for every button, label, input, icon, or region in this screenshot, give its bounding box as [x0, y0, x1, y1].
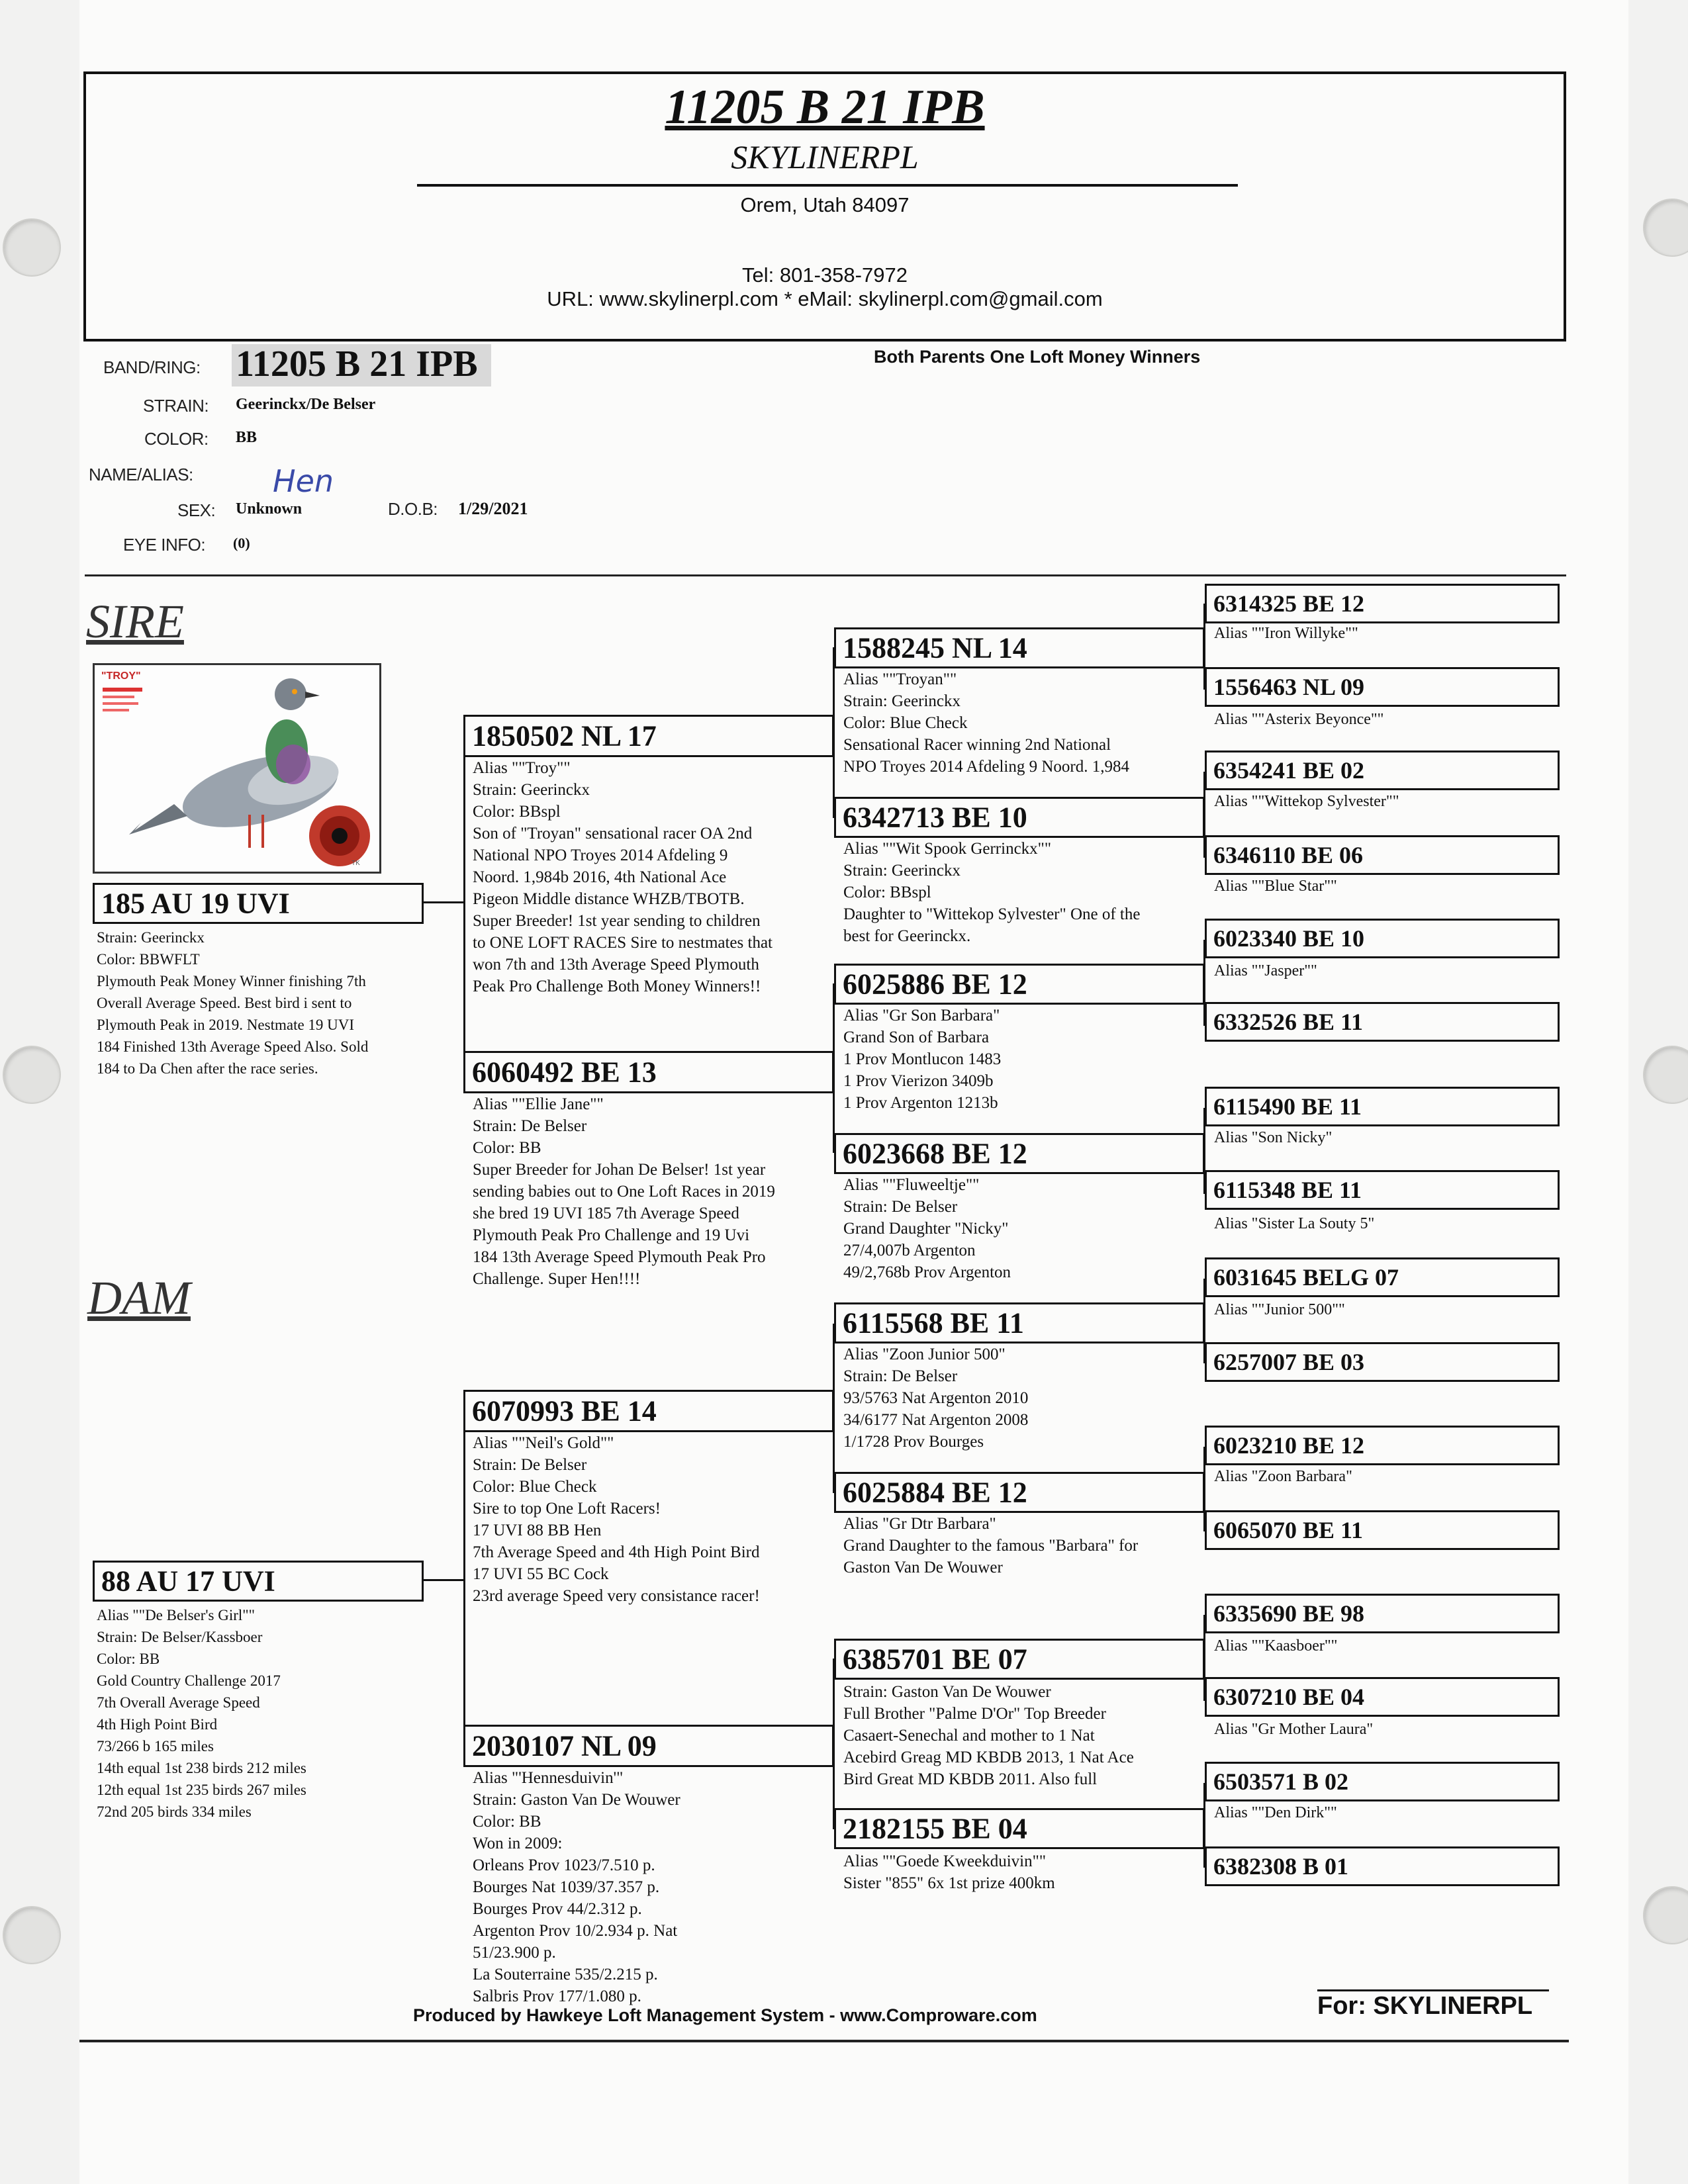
detail-line: Grand Son of Barbara	[843, 1028, 990, 1046]
detail-line: Strain: Geerinckx	[473, 781, 590, 799]
connector	[463, 1408, 465, 1759]
gen2-band: 1850502 NL 17	[472, 719, 657, 752]
gen4-box-13[interactable]	[1205, 1594, 1560, 1633]
sire-details	[97, 927, 368, 1079]
detail-line: La Souterraine 535/2.215 p.	[473, 1966, 658, 1983]
gen4-box-3[interactable]	[1205, 751, 1560, 790]
detail-line: 34/6177 Nat Argenton 2008	[843, 1411, 1029, 1429]
footer-for: For: SKYLINERPL	[1317, 1992, 1533, 2020]
detail-line: Gold Country Challenge 2017	[97, 1672, 281, 1689]
detail-line: Color: BBspl	[473, 803, 561, 821]
gen2-box-2[interactable]	[463, 1051, 834, 1093]
detail-line: Bird Great MD KBDB 2011. Also full	[843, 1770, 1098, 1788]
detail-line: 23rd average Speed very consistance racer!	[473, 1587, 760, 1605]
gen4-alias: Alias ""Wittekop Sylvester""	[1214, 793, 1399, 810]
gen4-box-12[interactable]	[1205, 1510, 1560, 1550]
gen4-band: 6354241 BE 02	[1213, 757, 1365, 784]
dob-value: 1/29/2021	[458, 499, 528, 518]
detail-line: won 7th and 13th Average Speed Plymouth	[473, 956, 759, 974]
info-separator	[85, 574, 1566, 576]
detail-line: Daughter to "Wittekop Sylvester" One of the	[843, 905, 1141, 923]
connector	[424, 901, 465, 903]
parents-note: Both Parents One Loft Money Winners	[874, 347, 1201, 367]
gen3-box-5[interactable]	[834, 1302, 1205, 1343]
gen4-alias: Alias ""Jasper""	[1214, 962, 1317, 979]
detail-line: Super Breeder! 1st year sending to children	[473, 912, 761, 930]
detail-line: Alias ""Troyan""	[843, 670, 957, 688]
detail-line: Full Brother "Palme D'Or" Top Breeder	[843, 1705, 1106, 1723]
gen2-box-1[interactable]	[463, 715, 834, 757]
detail-line: 1 Prov Montlucon 1483	[843, 1050, 1002, 1068]
gen3-details-5	[843, 1343, 1028, 1453]
detail-line: Sensational Racer winning 2nd National	[843, 736, 1111, 754]
detail-line: NPO Troyes 2014 Afdeling 9 Noord. 1,984	[843, 758, 1129, 776]
detail-line: Alias ""Ellie Jane""	[473, 1095, 604, 1113]
name-alias-label: NAME/ALIAS:	[89, 465, 193, 484]
photo-title: "TROY"	[101, 670, 141, 682]
detail-line: Color: BBspl	[843, 884, 931, 901]
gen4-box-4[interactable]	[1205, 835, 1560, 875]
gen4-band: 6307210 BE 04	[1213, 1684, 1365, 1710]
gen4-alias: Alias ""Junior 500""	[1214, 1301, 1345, 1318]
gen4-band: 6382308 B 01	[1213, 1853, 1349, 1880]
detail-line: Plymouth Peak Pro Challenge and 19 Uvi	[473, 1226, 750, 1244]
gen4-box-5[interactable]	[1205, 919, 1560, 958]
gen3-band: 6023668 BE 12	[843, 1137, 1027, 1170]
detail-line: Alias "Zoon Junior 500"	[843, 1345, 1006, 1363]
detail-line: Alias ""Goede Kweekduivin""	[843, 1852, 1047, 1870]
connector	[833, 983, 835, 1153]
gen2-box-3[interactable]	[463, 1390, 834, 1432]
connector	[463, 735, 465, 1081]
gen3-details-8	[843, 1850, 1055, 1894]
connector	[833, 1659, 835, 1829]
detail-line: Color: BBWFLT	[97, 951, 200, 968]
gen4-box-6[interactable]	[1205, 1002, 1560, 1042]
gen3-box-8[interactable]	[834, 1808, 1205, 1849]
detail-line: Alias ""Fluweeltje""	[843, 1176, 980, 1194]
band-value: 11205 B 21 IPB	[236, 343, 478, 385]
detail-line: 1 Prov Argenton 1213b	[843, 1094, 998, 1112]
gen4-box-9[interactable]	[1205, 1257, 1560, 1297]
gen4-band: 6031645 BELG 07	[1213, 1264, 1399, 1291]
gen4-alias: Alias "Gr Mother Laura"	[1214, 1721, 1374, 1738]
header-loft-name: SKYLINERPL	[731, 138, 919, 175]
detail-line: Overall Average Speed. Best bird i sent to	[97, 995, 352, 1011]
detail-line: Strain: Geerinckx	[843, 692, 961, 710]
gen3-band: 2182155 BE 04	[843, 1812, 1027, 1845]
detail-line: Color: BB	[473, 1813, 541, 1831]
connector	[833, 1324, 835, 1493]
detail-line: 12th equal 1st 235 birds 267 miles	[97, 1782, 306, 1798]
detail-line: 4th High Point Bird	[97, 1716, 218, 1733]
detail-line: 17 UVI 55 BC Cock	[473, 1565, 609, 1583]
dam-details	[97, 1604, 306, 1823]
detail-line: 17 UVI 88 BB Hen	[473, 1522, 602, 1539]
gen4-band: 6023340 BE 10	[1213, 925, 1365, 952]
gen2-band: 2030107 NL 09	[472, 1729, 657, 1762]
gen4-band: 6314325 BE 12	[1213, 590, 1365, 617]
sex-handwritten: Hen	[273, 463, 334, 499]
detail-line: Alias "Gr Dtr Barbara"	[843, 1515, 996, 1533]
gen4-alias: Alias ""Kaasboer""	[1214, 1637, 1338, 1655]
detail-line: Strain: De Belser/Kassboer	[97, 1629, 263, 1645]
dam-label: DAM	[87, 1271, 191, 1324]
detail-line: Super Breeder for Johan De Belser! 1st year	[473, 1161, 766, 1179]
gen4-alias: Alias ""Iron Willyke""	[1214, 625, 1358, 642]
gen4-box-14[interactable]	[1205, 1677, 1560, 1717]
gen2-box-4[interactable]	[463, 1725, 834, 1767]
gen4-band: 6503571 B 02	[1213, 1768, 1349, 1795]
gen3-box-3[interactable]	[834, 964, 1205, 1005]
header-tel: Tel: 801-358-7972	[742, 263, 908, 287]
gen4-band: 6115348 BE 11	[1213, 1177, 1362, 1203]
detail-line: Grand Daughter to the famous "Barbara" for	[843, 1537, 1139, 1555]
gen3-band: 6025884 BE 12	[843, 1476, 1027, 1509]
gen2-details-4	[473, 1767, 680, 2007]
detail-line: 49/2,768b Prov Argenton	[843, 1263, 1011, 1281]
strain-value: Geerinckx/De Belser	[236, 396, 376, 413]
gen3-details-6	[843, 1513, 1138, 1578]
strain-label: STRAIN:	[143, 396, 209, 416]
binder-hole	[1643, 1886, 1688, 1944]
connector	[424, 1579, 465, 1581]
gen3-band: 6025886 BE 12	[843, 968, 1027, 1001]
detail-line: Strain: De Belser	[843, 1367, 958, 1385]
gen4-band: 6115490 BE 11	[1213, 1093, 1362, 1120]
header-box	[83, 71, 1566, 341]
detail-line: Sister "855" 6x 1st prize 400km	[843, 1874, 1055, 1892]
gen3-box-4[interactable]	[834, 1133, 1205, 1174]
gen3-box-7[interactable]	[834, 1639, 1205, 1680]
gen4-band: 1556463 NL 09	[1213, 674, 1365, 700]
gen4-box-10[interactable]	[1205, 1342, 1560, 1382]
detail-line: 7th Average Speed and 4th High Point Bird	[473, 1543, 760, 1561]
detail-line: Bourges Nat 1039/37.357 p.	[473, 1878, 660, 1896]
gen3-band: 6385701 BE 07	[843, 1643, 1027, 1676]
detail-line: Casaert-Senechal and mother to 1 Nat	[843, 1727, 1095, 1745]
eye-label: EYE INFO:	[123, 535, 206, 555]
gen4-band: 6335690 BE 98	[1213, 1600, 1365, 1627]
gen4-band: 6257007 BE 03	[1213, 1349, 1365, 1375]
pigeon-illustration	[95, 665, 379, 872]
detail-line: 93/5763 Nat Argenton 2010	[843, 1389, 1029, 1407]
sex-value: Unknown	[236, 500, 303, 518]
gen4-alias: Alias ""Asterix Beyonce""	[1214, 711, 1384, 728]
gen3-details-4	[843, 1174, 1011, 1283]
detail-line: Won in 2009:	[473, 1835, 563, 1852]
sire-photo	[93, 663, 381, 874]
detail-line: Son of "Troyan" sensational racer OA 2nd	[473, 825, 753, 842]
gen4-alias: Alias "Son Nicky"	[1214, 1129, 1333, 1146]
detail-line: 184 to Da Chen after the race series.	[97, 1060, 318, 1077]
detail-line: Strain: De Belser	[843, 1198, 958, 1216]
detail-line: 1/1728 Prov Bourges	[843, 1433, 984, 1451]
detail-line: Argenton Prov 10/2.934 p. Nat	[473, 1922, 678, 1940]
gen4-box-16[interactable]	[1205, 1846, 1560, 1886]
sire-label: SIRE	[86, 595, 184, 648]
detail-line: Acebird Greag MD KBDB 2013, 1 Nat Ace	[843, 1749, 1134, 1766]
gen4-alias: Alias ""Den Dirk""	[1214, 1804, 1337, 1821]
gen3-box-6[interactable]	[834, 1472, 1205, 1513]
gen4-alias: Alias "Zoon Barbara"	[1214, 1468, 1352, 1485]
detail-line: Strain: De Belser	[473, 1456, 587, 1474]
detail-line: Alias ""Wit Spook Gerrinckx""	[843, 840, 1052, 858]
detail-line: Color: Blue Check	[473, 1478, 597, 1496]
detail-line: Strain: Gaston Van De Wouwer	[473, 1791, 680, 1809]
svg-text:TK: TK	[352, 860, 360, 867]
gen3-details-3	[843, 1005, 1001, 1114]
detail-line: Strain: De Belser	[473, 1117, 587, 1135]
gen3-band: 6115568 BE 11	[843, 1306, 1024, 1340]
detail-line: Alias ""Troy""	[473, 759, 571, 777]
gen4-band: 6023210 BE 12	[1213, 1432, 1365, 1459]
gen4-box-8[interactable]	[1205, 1170, 1560, 1210]
gen4-band: 6065070 BE 11	[1213, 1517, 1364, 1543]
color-value: BB	[236, 429, 258, 446]
binder-hole	[3, 1046, 61, 1104]
detail-line: 72nd 205 birds 334 miles	[97, 1803, 252, 1820]
gen4-alias: Alias ""Blue Star""	[1214, 878, 1337, 895]
gen4-box-15[interactable]	[1205, 1762, 1560, 1801]
detail-line: Peak Pro Challenge Both Money Winners!!	[473, 978, 761, 995]
footer-separator	[79, 2040, 1569, 2042]
gen4-box-11[interactable]	[1205, 1426, 1560, 1465]
dam-box[interactable]	[93, 1561, 424, 1602]
gen3-details-1	[843, 668, 1129, 778]
detail-line: Alias "'Hennesduivin'"	[473, 1769, 624, 1787]
detail-line: 14th equal 1st 238 birds 212 miles	[97, 1760, 306, 1776]
binder-hole	[3, 1906, 61, 1964]
gen4-alias: Alias "Sister La Souty 5"	[1214, 1215, 1375, 1232]
detail-line: Sire to top One Loft Racers!	[473, 1500, 661, 1518]
detail-line: 7th Overall Average Speed	[97, 1694, 260, 1711]
header-city: Orem, Utah 84097	[740, 193, 910, 216]
detail-line: best for Geerinckx.	[843, 927, 971, 945]
header-url: URL: www.skylinerpl.com * eMail: skylinerpl.com@gmail.com	[547, 287, 1103, 310]
gen4-box-7[interactable]	[1205, 1087, 1560, 1126]
detail-line: 73/266 b 165 miles	[97, 1738, 214, 1754]
footer-produced: Produced by Hawkeye Loft Management System - www.Comproware.com	[413, 2005, 1037, 2025]
detail-line: sending babies out to One Loft Races in 2019	[473, 1183, 775, 1201]
detail-line: National NPO Troyes 2014 Afdeling 9	[473, 846, 728, 864]
detail-line: Noord. 1,984b 2016, 4th National Ace	[473, 868, 727, 886]
gen4-band: 6332526 BE 11	[1213, 1009, 1364, 1035]
gen2-details-1	[473, 757, 773, 997]
gen3-box-1[interactable]	[834, 627, 1205, 668]
gen4-box-2[interactable]	[1205, 667, 1560, 707]
sex-label: SEX:	[177, 500, 216, 520]
binder-hole	[1643, 199, 1688, 257]
header-band-title: 11205 B 21 IPB	[665, 80, 985, 134]
detail-line: Orleans Prov 1023/7.510 p.	[473, 1856, 655, 1874]
detail-line: 51/23.900 p.	[473, 1944, 556, 1962]
detail-line: Color: Blue Check	[843, 714, 968, 732]
band-label: BAND/RING:	[103, 357, 201, 377]
detail-line: Gaston Van De Wouwer	[843, 1559, 1003, 1576]
detail-line: Challenge. Super Hen!!!!	[473, 1270, 641, 1288]
detail-line: 184 13th Average Speed Plymouth Peak Pro	[473, 1248, 766, 1266]
detail-line: Color: BB	[97, 1651, 160, 1667]
detail-line: Grand Daughter "Nicky"	[843, 1220, 1009, 1238]
gen3-details-2	[843, 838, 1140, 947]
sire-band: 185 AU 19 UVI	[101, 887, 290, 920]
binder-hole	[1643, 1046, 1688, 1104]
detail-line: 184 Finished 13th Average Speed Also. Sold	[97, 1038, 369, 1055]
detail-line: 1 Prov Vierizon 3409b	[843, 1072, 994, 1090]
detail-line: Strain: Geerinckx	[843, 862, 961, 880]
detail-line: to ONE LOFT RACES Sire to nestmates that	[473, 934, 773, 952]
detail-line: Bourges Prov 44/2.312 p.	[473, 1900, 642, 1918]
gen4-band: 6346110 BE 06	[1213, 842, 1364, 868]
dam-band: 88 AU 17 UVI	[101, 1565, 275, 1598]
detail-line: Color: BB	[473, 1139, 541, 1157]
detail-line: Alias ""De Belser's Girl""	[97, 1607, 256, 1623]
gen4-box-1[interactable]	[1205, 584, 1560, 623]
detail-line: Alias ""Neil's Gold""	[473, 1434, 614, 1452]
dob-label: D.O.B:	[388, 499, 438, 519]
sire-box[interactable]	[93, 883, 424, 924]
gen2-band: 6070993 BE 14	[472, 1394, 657, 1428]
detail-line: Salbris Prov 177/1.080 p.	[473, 1987, 641, 2005]
detail-line: 27/4,007b Argenton	[843, 1242, 976, 1259]
gen3-details-7	[843, 1681, 1134, 1790]
gen2-band: 6060492 BE 13	[472, 1056, 657, 1089]
binder-hole	[3, 218, 61, 277]
detail-line: Plymouth Peak Money Winner finishing 7th	[97, 973, 366, 989]
detail-line: Strain: Geerinckx	[97, 929, 205, 946]
detail-line: Strain: Gaston Van De Wouwer	[843, 1683, 1051, 1701]
footer-rule	[1317, 1989, 1549, 1991]
header-rule	[417, 184, 1238, 187]
detail-line: Alias "Gr Son Barbara"	[843, 1007, 1000, 1024]
detail-line: Plymouth Peak in 2019. Nestmate 19 UVI	[97, 1017, 355, 1033]
eye-value: (0)	[233, 535, 250, 551]
detail-line: Pigeon Middle distance WHZB/TBOTB.	[473, 890, 745, 908]
gen3-band: 6342713 BE 10	[843, 801, 1027, 834]
connector	[833, 647, 835, 818]
gen3-box-2[interactable]	[834, 797, 1205, 838]
detail-line: she bred 19 UVI 185 7th Average Speed	[473, 1205, 739, 1222]
gen3-band: 1588245 NL 14	[843, 631, 1027, 664]
gen2-details-2	[473, 1093, 775, 1290]
gen2-details-3	[473, 1432, 760, 1607]
color-label: COLOR:	[144, 429, 209, 449]
